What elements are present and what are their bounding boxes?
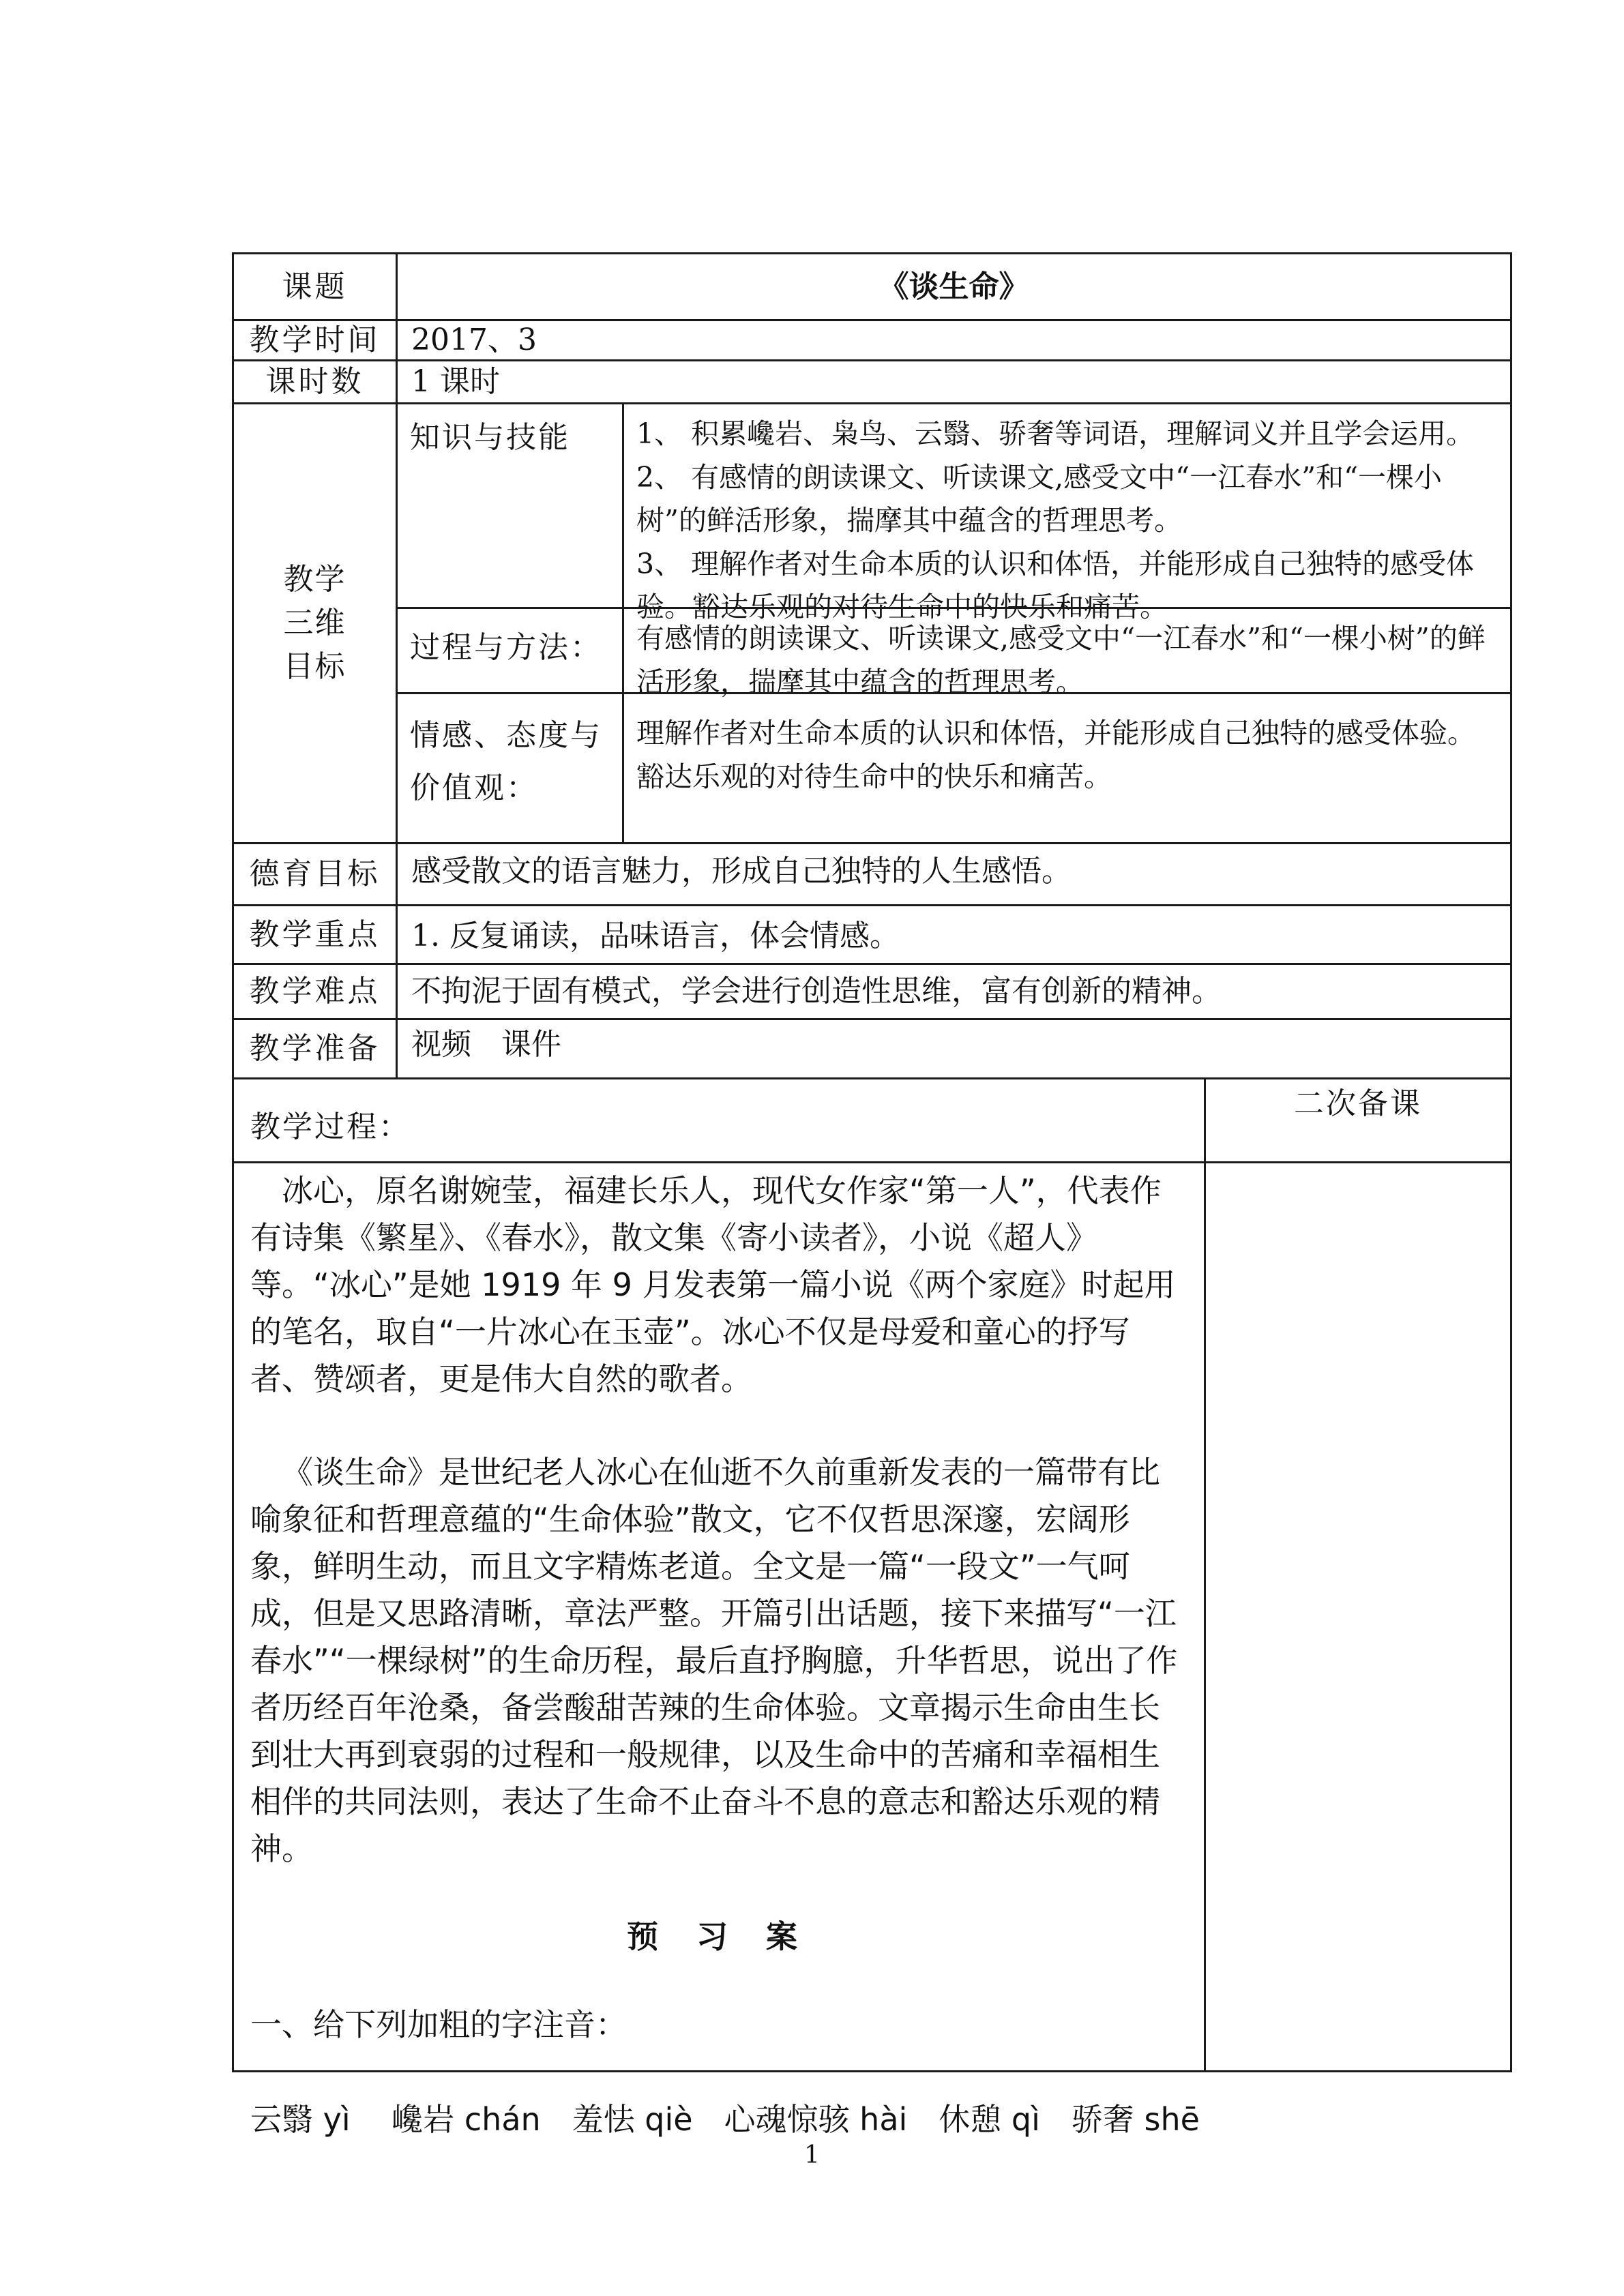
- knowledge-label: 知识与技能: [396, 402, 624, 609]
- preview-heading: 预 习 案: [626, 1918, 812, 1955]
- preparation-label: 教学准备: [232, 1018, 398, 1079]
- topic-cell: [396, 252, 1512, 321]
- goals-label-line2: 三维: [283, 606, 346, 641]
- knowledge-item: 3、 理解作者对生命本质的认识和体悟，并能形成自己独特的感受体验。豁达乐观的对待生命中的快乐和痛苦。: [636, 547, 1475, 624]
- secondary-prep-label: 二次备课: [1204, 1077, 1512, 1163]
- page-number: 1: [804, 2141, 820, 2169]
- goals-label: [232, 402, 398, 844]
- hours-value: 1 课时: [396, 359, 1512, 404]
- difficulties-label: 教学难点: [232, 963, 398, 1020]
- emotion-label: [396, 692, 624, 844]
- time-label: 教学时间: [232, 319, 398, 361]
- time-value: 2017、3: [396, 319, 1512, 361]
- process-method-content: 有感情的朗读课文、听读课文,感受文中“一江春水”和“一棵小树”的鲜活形象，揣摩其中蕴含的哲理思考。: [622, 607, 1512, 694]
- intro-paragraph: 冰心，原名谢婉莹，福建长乐人，现代女作家“第一人”，代表作有诗集《繁星》、《春水》，散文集《寄小读者》，小说《超人》等。“冰心”是她 1919 年 9 月发表第一篇小说《两个家庭》时起用的笔名，取自“一片冰心在玉壶”。冰心不仅是母爱和童心的抒写者、赞颂者，更是伟大自然的歌者。: [250, 1172, 1176, 1397]
- secondary-prep-notes: [1204, 1161, 1512, 2072]
- lesson-plan-table: [232, 252, 1512, 2138]
- hours-label: 课时数: [232, 359, 398, 404]
- lesson-title: 《谈生命》: [879, 269, 1029, 304]
- emotion-label-line1: 情感、态度与: [410, 718, 602, 753]
- knowledge-item: 2、 有感情的朗读课文、听读课文,感受文中“一江春水”和“一棵小树”的鲜活形象，揣摩其中蕴含的哲理思考。: [636, 460, 1443, 537]
- emotion-content: 理解作者对生命本质的认识和体悟，并能形成自己独特的感受体验。豁达乐观的对待生命中的快乐和痛苦。: [622, 692, 1512, 844]
- key-points-label: 教学重点: [232, 904, 398, 965]
- process-method-label: 过程与方法：: [396, 607, 624, 694]
- goals-label-line3: 目标: [283, 648, 346, 684]
- key-points-text: 1. 反复诵读，品味语言，体会情感。: [396, 904, 1512, 965]
- teaching-process-label: 教学过程：: [232, 1077, 1206, 1163]
- difficulties-text: 不拘泥于固有模式，学会进行创造性思维，富有创新的精神。: [396, 963, 1512, 1020]
- moral-label: 德育目标: [232, 842, 398, 906]
- moral-text: 感受散文的语言魅力，形成自己独特的人生感悟。: [396, 842, 1512, 906]
- analysis-paragraph: 《谈生命》是世纪老人冰心在仙逝不久前重新发表的一篇带有比喻象征和哲理意蕴的“生命体验”散文，它不仅哲思深邃，宏阔形象，鲜明生动，而且文字精炼老道。全文是一篇“一段文”一气呵成，但是又思路清晰，章法严整。开篇引出话题，接下来描写“一江春水”“一棵绿树”的生命历程，最后直抒胸臆，升华哲思，说出了作者历经百年沧桑，备尝酸甜苦辣的生命体验。文章揭示生命由生长到壮大再到衰弱的过程和一般规律，以及生命中的苦痛和幸福相生相伴的共同法则，表达了生命不止奋斗不息的意志和豁达乐观的精神。: [250, 1454, 1178, 1867]
- exercise1-items: 云翳 yì 巉岩 chán 羞怯 qiè 心魂惊骇 hài 休憩 qì 骄奢 shē: [250, 2101, 1200, 2138]
- teaching-process-body: [232, 1161, 1206, 2138]
- emotion-label-line2: 价值观：: [410, 771, 538, 805]
- preparation-text: 视频 课件: [396, 1018, 1512, 1079]
- goals-label-line1: 教学: [283, 562, 346, 597]
- knowledge-item: 1、 积累巉岩、枭鸟、云翳、骄奢等词语，理解词义并且学会运用。: [636, 417, 1475, 450]
- knowledge-content: [622, 402, 1512, 624]
- topic-label: 课题: [232, 252, 398, 321]
- exercise1-title: 一、给下列加粗的字注音：: [250, 2006, 627, 2043]
